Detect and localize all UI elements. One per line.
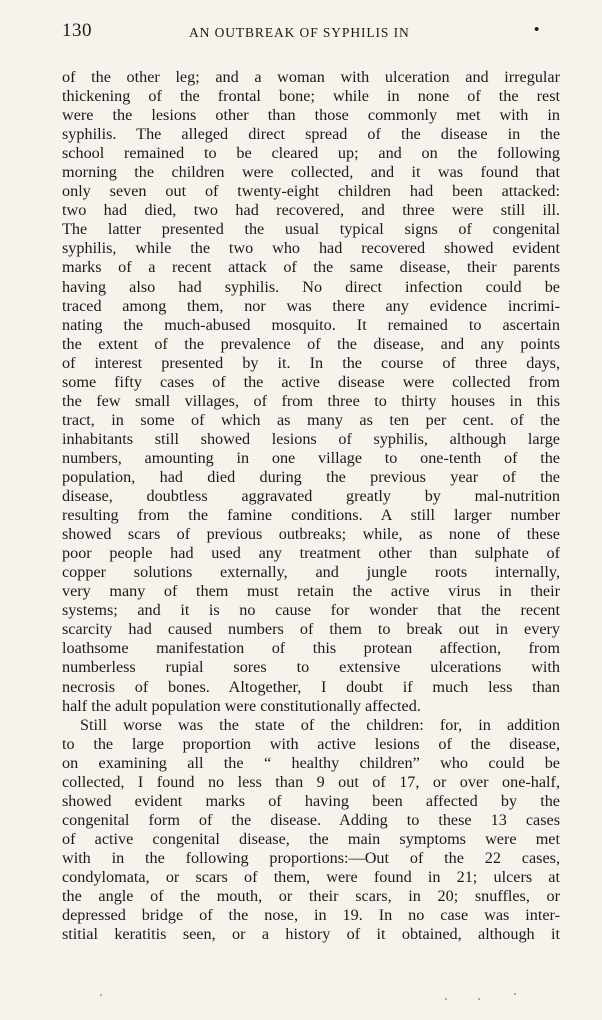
- text-line: depressed bridge of the nose, in 19. In no case was inter-: [62, 906, 560, 925]
- text-line: scarcity had caused numbers of them to break out in every: [62, 620, 560, 639]
- text-line: traced among them, nor was there any evidence incrimi-: [62, 296, 560, 315]
- text-line: two had died, two had recovered, and three were still ill.: [62, 201, 560, 220]
- text-line: half the adult population were constitutionally affected.: [62, 696, 421, 715]
- text-line: numberless rupial sores to extensive ulcerations with: [62, 658, 560, 677]
- text-line: of interest presented by it. In the course of three days,: [62, 353, 560, 372]
- text-line: poor people had used any treatment other than sulphate of: [62, 544, 560, 563]
- text-line: only seven out of twenty-eight children had been attacked:: [62, 182, 560, 201]
- text-line: disease, doubtless aggravated greatly by mal-nutrition: [62, 487, 560, 506]
- running-head: [62, 20, 562, 44]
- text-line: resulting from the famine conditions. A still larger number: [62, 506, 560, 525]
- text-line: congenital form of the disease. Adding to these 13 cases: [62, 810, 560, 829]
- text-line: loathsome manifestation of this protean affection, from: [62, 639, 560, 658]
- text-line: morning the children were collected, and it was found that: [62, 163, 560, 182]
- text-line: inhabitants still showed lesions of syphilis, although large: [62, 429, 560, 448]
- text-line: The latter presented the usual typical signs of congenital: [62, 220, 560, 239]
- text-line: on examining all the “ healthy children” who could be: [62, 753, 560, 772]
- paper-specks: [100, 992, 540, 1002]
- text-line: tract, in some of which as many as ten per cent. of the: [62, 410, 560, 429]
- text-line: population, had died during the previous year of the: [62, 467, 560, 486]
- text-line: syphilis. The alleged direct spread of the disease in the: [62, 125, 560, 144]
- text-line: the angle of the mouth, or their scars, in 20; snuffles, or: [62, 887, 560, 906]
- paper-speck: [100, 994, 102, 996]
- text-line: were the lesions other than those commonly met with in: [62, 106, 560, 125]
- text-line: some fifty cases of the active disease were collected from: [62, 372, 560, 391]
- text-line: collected, I found no less than 9 out of 17, or over one-half,: [62, 772, 560, 791]
- header-mark: •: [534, 22, 540, 38]
- text-line: of the other leg; and a woman with ulceration and irregular: [62, 68, 560, 86]
- running-title: AN OUTBREAK OF SYPHILIS IN: [189, 25, 410, 40]
- text-line: Still worse was the state of the children: for, in addition: [80, 715, 560, 734]
- text-line: thickening of the frontal bone; while in none of the rest: [62, 87, 560, 106]
- text-line: necrosis of bones. Altogether, I doubt if much less than: [62, 677, 560, 696]
- text-line: syphilis, while the two who had recovered showed evident: [62, 239, 560, 258]
- text-line: showed scars of previous outbreaks; while, as none of these: [62, 525, 560, 544]
- text-line: with in the following proportions:—Out of the 22 cases,: [62, 848, 560, 867]
- text-line: systems; and it is no cause for wonder that the recent: [62, 601, 560, 620]
- text-line: to the large proportion with active lesions of the disease,: [62, 734, 560, 753]
- paper-speck: [514, 993, 516, 995]
- text-line: nating the much-abused mosquito. It remained to ascertain: [62, 315, 560, 334]
- text-line: school remained to be cleared up; and on the following: [62, 144, 560, 163]
- text-line: numbers, amounting in one village to one-tenth of the: [62, 448, 560, 467]
- text-line: copper solutions externally, and jungle roots internally,: [62, 563, 560, 582]
- paper-speck: [478, 998, 480, 1000]
- paper-speck: [445, 998, 447, 1000]
- text-line: having also had syphilis. No direct infection could be: [62, 277, 560, 296]
- text-line: of active congenital disease, the main symptoms were met: [62, 829, 560, 848]
- page-number: 130: [62, 20, 92, 41]
- text-line: marks of a recent attack of the same disease, their parents: [62, 258, 560, 277]
- text-line: condylomata, or scars of them, were found in 21; ulcers at: [62, 867, 560, 886]
- text-line: the extent of the prevalence of the disease, and any points: [62, 334, 560, 353]
- text-line: stitial keratitis seen, or a history of it obtained, although it: [62, 925, 560, 944]
- body-text: [62, 68, 560, 944]
- text-line: very many of them must retain the active virus in their: [62, 582, 560, 601]
- text-line: the few small villages, of from three to thirty houses in this: [62, 391, 560, 410]
- text-line: showed evident marks of having been affected by the: [62, 791, 560, 810]
